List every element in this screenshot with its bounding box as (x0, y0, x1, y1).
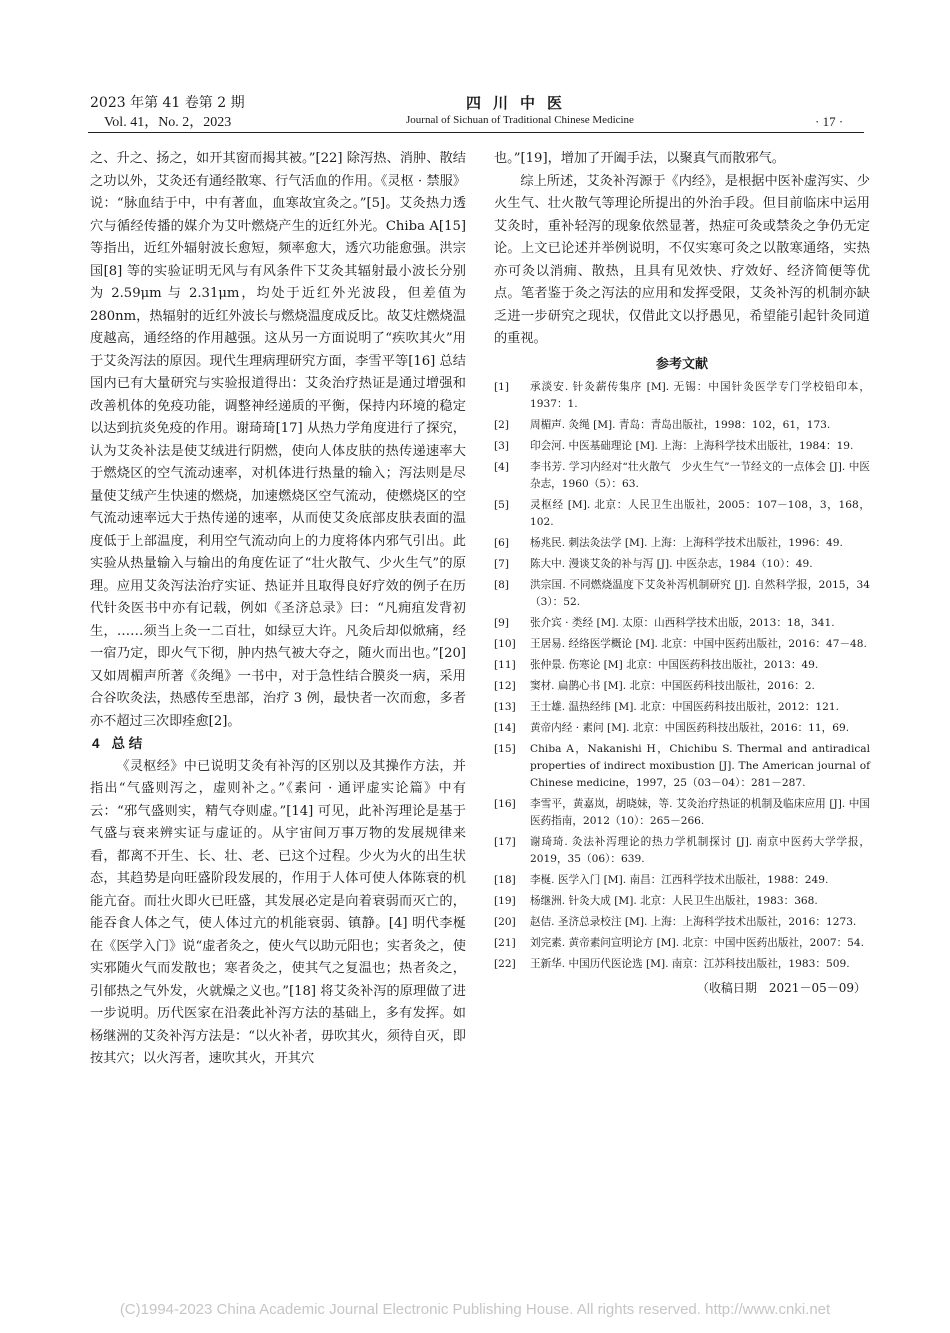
issue-label: 2023 年第 41 卷第 2 期 (90, 95, 245, 111)
paragraph: 综上所述，艾灸补泻源于《内经》，是根据中医补虚泻实、少火生气、壮火散气等理论所提出的外治手段。但目前临床中运用艾灸时，重补轻泻的现象依然显著，热症可灸或禁灸之争仍无定论。上文已论述并举例说明，不仅实寒可灸之以散寒通络，实热亦可灸以消痈、散热，且具有见效快、疗效好、经济简便等优点。笔者鉴于灸之泻法的应用和发挥受限，艾灸补泻的机制亦缺乏进一步研究之现状，仅借此文以抒愚见，希望能引起针灸同道的重视。 (494, 173, 870, 346)
reference-number: [21] (494, 937, 516, 949)
reference-item (494, 834, 870, 868)
reference-text: 赵佶. 圣济总录校注 [M]. 上海：上海科学技术出版社，2016：1273. (530, 916, 857, 928)
reference-item (494, 720, 870, 737)
reference-text: 陈大中. 漫谈艾灸的补与泻 [J]. 中医杂志，1984（10）：49. (530, 558, 813, 570)
section-number: 4 (92, 736, 100, 751)
reference-number: [1] (494, 381, 510, 393)
reference-list (494, 379, 870, 973)
volume-label: Vol. 41，No. 2，2023 (104, 115, 232, 130)
paragraph: 之、升之、扬之，如开其窗而揭其被。”[22] 除泻热、消肿、散结之功以外，艾灸还有通经散寒、行气活血的作用。《灵枢 · 禁服》说：“脉血结于中，中有著血，血寒故宜灸之。”[5]。艾灸热力透穴与循经传播的媒介为艾叶燃烧产生的近红外光。Chiba A[15] 等指出，近红外辐射波长愈短，频率愈大，透穴功能愈强。洪宗国[8] 等的实验证明无风与有风条件下艾灸其辐射最小波长分别为 2.59μm 与 2.31μm，均处于近红外光波段，但差值为 280nm，热辐射的近红外波长与燃烧温度成反比。故艾炷燃烧温度越高，通经络的作用越强。这从另一方面说明了“疾吹其火”用于艾灸泻法的原因。现代生理病理研究方面，李雪平等[16] 总结国内已有大量研究与实验报道得出：艾灸治疗热证是通过增强和改善机体的免疫功能，调整神经递质的平衡，保持内环境的稳定以达到抗炎免疫的作用。谢琦琦[17] 从热力学角度进行了探究，认为艾灸补法是使艾绒进行阴燃，使向人体皮肤的热传递速率大于燃烧区的空气流动速率，对机体进行热量的输入；泻法则是尽量使艾绒产生快速的燃烧，加速燃烧区空气流动，使燃烧区的空气流动速率远大于热传递的速率，从而使艾灸底部皮肤表面的温度低于上部温度，利用空气流动向上的力度将体内邪气引出。此实验从热量输入与输出的角度佐证了“壮火散气、少火生气”的原理。应用艾灸泻法治疗实证、热证并且取得良好疗效的例子在历代针灸医书中亦有记载，例如《圣济总录》曰：“凡痈疽发背初生，……须当上灸一二百壮，如绿豆大许。凡灸后却似焮痛，经一宿乃定，即火气下彻，肿内热气被大夺之，随火而出也。”[20] 又如周楣声所著《灸绳》一书中，对于急性结合膜炎一病，采用合谷吹灸法，热感传至患部，治疗 3 例，最快者一次而愈，多者亦不超过三次即痊愈[2]。 (90, 151, 466, 729)
journal-title: 四川中医 (465, 94, 574, 112)
reference-item (494, 914, 870, 931)
reference-item (494, 741, 870, 792)
reference-number: [5] (494, 499, 510, 511)
reference-number: [17] (494, 836, 516, 848)
reference-item (494, 379, 870, 413)
reference-item (494, 872, 870, 889)
reference-number: [14] (494, 722, 516, 734)
header-rule (88, 132, 864, 133)
reference-number: [22] (494, 958, 516, 970)
reference-text: 张介宾 · 类经 [M]. 太原：山西科学技术出版，2013：18，341. (530, 617, 835, 629)
reference-item (494, 497, 870, 531)
paragraph: 《灵枢经》中已说明艾灸有补泻的区别以及其操作方法，并指出“气盛则泻之，虚则补之。”《素问 · 通评虚实论篇》中有云：“邪气盛则实，精气夺则虚。”[14] 可见，此补泻理论是基于气盛与衰来辨实证与虚证的。从宇宙间万事万物的发展规律来看，都离不开生、长、壮、老、已这个过程。少火为火的出生状态，其趋势是向旺盛阶段发展的，作用于人体可使人体陈衰的机能亢奋。而壮火即火已旺盛，其发展必定是向着衰弱而灭亡的，能吞食人体之气，使人体过亢的机能衰弱、镇静。[4] 明代李梴在《医学入门》说“虚者灸之，使火气以助元阳也；实者灸之，使实邪随火气而发散也；寒者灸之，使其气之复温也；热者灸之，引郁热之气外发，火就燥之义也。”[18] 将艾灸补泻的原理做了进一步说明。历代医家在沿袭此补泻方法的基础上，多有发挥。如杨继洲的艾灸补泻方法是：“以火补者，毋吹其火，须待自灭，即按其穴；以火泻者，速吹其火，开其穴 (90, 758, 466, 1066)
reference-item (494, 556, 870, 573)
section-heading (90, 733, 466, 756)
reference-text: 王士雄. 温热经纬 [M]. 北京：中国医药科技出版社，2012：121. (530, 701, 839, 713)
reference-item (494, 935, 870, 952)
reference-text: 李书芳. 学习内经对“壮火散气 少火生气”一节经文的一点体会 [J]. 中医杂志，1960（5）：63. (530, 461, 870, 490)
reference-item (494, 417, 870, 434)
references-title: 参考文献 (655, 355, 708, 371)
reference-item (494, 615, 870, 632)
reference-text: 洪宗国. 不同燃烧温度下艾灸补泻机制研究 [J]. 自然科学报，2015，34（3）：52. (530, 579, 870, 608)
reference-text: 李梴. 医学入门 [M]. 南昌：江西科学技术出版社，1988：249. (530, 874, 829, 886)
journal-title-en: Journal of Sichuan of Traditional Chinese Medicine (406, 114, 634, 126)
paragraph: 也。”[19]，增加了开阖手法，以聚真气而散邪气。 (494, 151, 785, 166)
reference-text: 承淡安. 针灸薪传集序 [M]. 无锡：中国针灸医学专门学校铅印本，1937：1. (530, 381, 870, 410)
left-column (90, 148, 466, 1071)
reference-text: 杨兆民. 刺法灸法学 [M]. 上海：上海科学技术出版社，1996：49. (530, 537, 843, 549)
reference-item (494, 636, 870, 653)
reference-number: [6] (494, 537, 510, 549)
reference-number: [2] (494, 419, 510, 431)
reference-text: 李雪平，黄嘉岚，胡晓妹，等. 艾灸治疗热证的机制及临床应用 [J]. 中国医药指南，2012（10）：265－266. (530, 798, 870, 827)
page-number: · 17 · (815, 114, 844, 129)
reference-text: Chiba A，Nakanishi H，Chichibu S. Thermal and antiradical properties of indirect moxibustion [J]. The American journal of Chinese medicine，1997，25（03－04）：281－287. (530, 743, 870, 789)
right-column (494, 148, 870, 1000)
reference-item (494, 438, 870, 455)
reference-number: [9] (494, 617, 510, 629)
reference-text: 王新华. 中国历代医论选 [M]. 南京：江苏科技出版社，1983：509. (530, 958, 850, 970)
reference-item (494, 657, 870, 674)
reference-number: [8] (494, 579, 510, 591)
copyright-footer: (C)1994-2023 China Academic Journal Electronic Publishing House. All rights reserved. http://www.cnki.net (119, 1301, 831, 1318)
reference-number: [19] (494, 895, 516, 907)
reference-item (494, 678, 870, 695)
reference-text: 杨继洲. 针灸大成 [M]. 北京：人民卫生出版社，1983：368. (530, 895, 818, 907)
reference-text: 刘完素. 黄帝素问宣明论方 [M]. 北京：中国中医药出版社，2007：54. (530, 937, 865, 949)
reference-text: 印会河. 中医基础理论 [M]. 上海：上海科学技术出版社，1984：19. (530, 440, 854, 452)
received-date: （收稿日期 2021－05－09） (696, 981, 866, 995)
section-title: 总 结 (111, 736, 143, 751)
reference-number: [7] (494, 558, 510, 570)
reference-number: [20] (494, 916, 516, 928)
reference-number: [16] (494, 798, 516, 810)
reference-item (494, 459, 870, 493)
reference-text: 张仲景. 伤寒论 [M] 北京：中国医药科技出版社，2013：49. (530, 659, 819, 671)
reference-number: [11] (494, 659, 516, 671)
reference-item (494, 577, 870, 611)
reference-item (494, 956, 870, 973)
reference-text: 黄帝内经 · 素问 [M]. 北京：中国医药科技出版社，2016：11，69. (530, 722, 850, 734)
reference-number: [18] (494, 874, 516, 886)
reference-item (494, 699, 870, 716)
reference-number: [10] (494, 638, 516, 650)
reference-number: [15] (494, 743, 516, 755)
reference-text: 王居易. 经络医学概论 [M]. 北京：中国中医药出版社，2016：47－48. (530, 638, 867, 650)
reference-number: [13] (494, 701, 516, 713)
reference-item (494, 796, 870, 830)
reference-item (494, 893, 870, 910)
reference-text: 谢琦琦. 灸法补泻理论的热力学机制探讨 [J]. 南京中医药大学学报，2019，35（06）：639. (530, 836, 870, 865)
page-header (0, 0, 950, 140)
reference-number: [3] (494, 440, 510, 452)
reference-text: 窦材. 扁鹊心书 [M]. 北京：中国医药科技出版社，2016：2. (530, 680, 815, 692)
reference-item (494, 535, 870, 552)
reference-number: [4] (494, 461, 510, 473)
reference-text: 灵枢经 [M]. 北京：人民卫生出版社，2005：107－108，3，168，102. (530, 499, 870, 528)
reference-number: [12] (494, 680, 516, 692)
reference-text: 周楣声. 灸绳 [M]. 青岛：青岛出版社，1998：102，61，173. (530, 419, 831, 431)
